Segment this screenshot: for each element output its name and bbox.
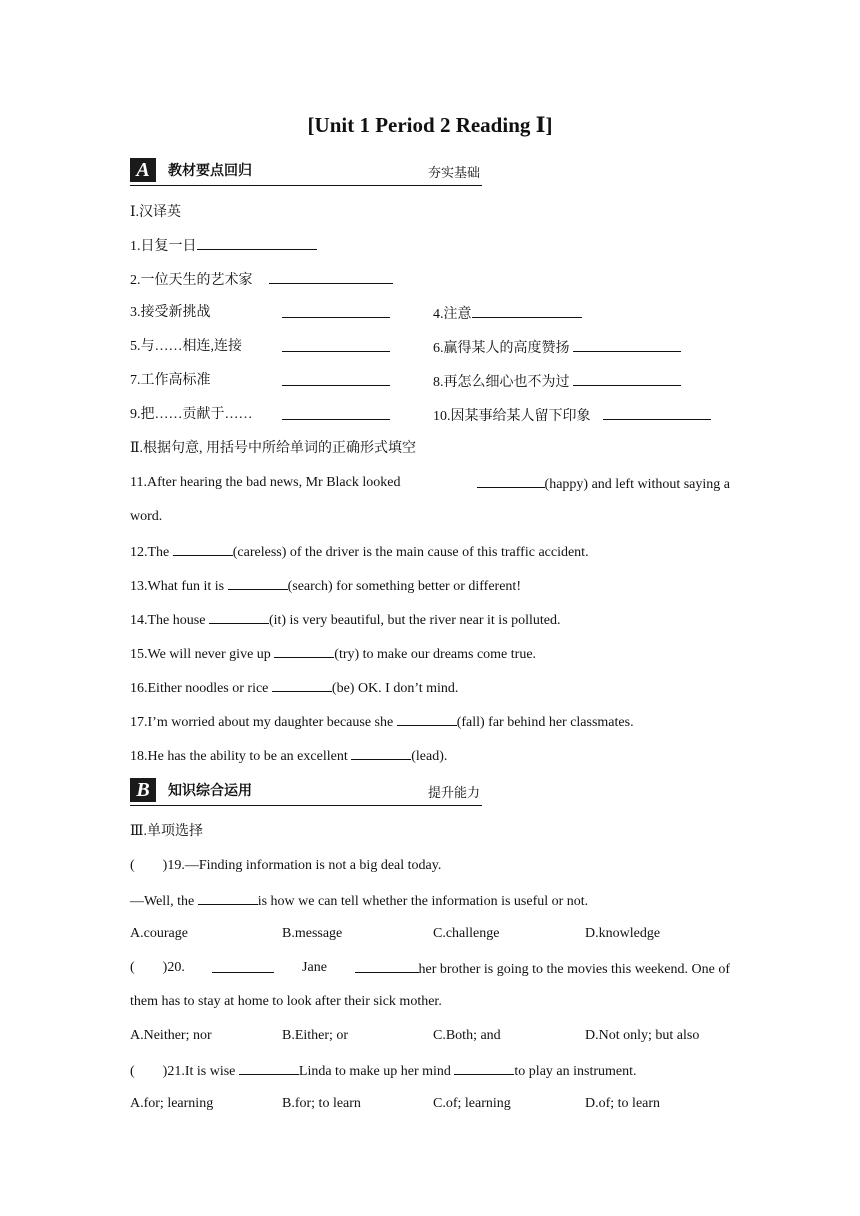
- list-item: [130, 372, 211, 390]
- list-item: [433, 338, 681, 358]
- question-text: —Well, the: [130, 894, 195, 909]
- question-text: ( )20.: [130, 960, 185, 975]
- question-11: [130, 474, 730, 494]
- answer-blank[interactable]: [351, 746, 411, 760]
- question-16: [130, 678, 458, 698]
- question-text: 15.We will never give up: [130, 647, 271, 662]
- answer-blank[interactable]: [603, 406, 711, 420]
- item-label: 3.接受新挑战: [130, 305, 211, 320]
- question-text: 12.The: [130, 545, 170, 560]
- answer-blank-row: [282, 372, 390, 392]
- option-a[interactable]: A.Neither; nor: [130, 1028, 212, 1043]
- list-item: [130, 338, 242, 356]
- answer-blank-row: [282, 338, 390, 358]
- list-item: [130, 236, 317, 256]
- section-a-subtitle: 夯实基础: [427, 166, 480, 181]
- item-label: 10.因某事给某人留下印象: [433, 409, 591, 424]
- option-d[interactable]: D.of; to learn: [585, 1096, 661, 1111]
- section-a-title: 教材要点回归: [168, 163, 252, 179]
- question-text: (happy) and left without saying a: [544, 477, 730, 492]
- answer-blank[interactable]: [212, 959, 274, 973]
- option-a[interactable]: A.courage: [130, 926, 188, 941]
- question-text: (be) OK. I don’t mind.: [331, 681, 459, 696]
- answer-blank[interactable]: [274, 644, 334, 658]
- option-c[interactable]: C.Both; and: [433, 1028, 501, 1043]
- question-13: [130, 576, 521, 596]
- answer-blank[interactable]: [355, 959, 419, 973]
- answer-blank[interactable]: [397, 712, 457, 726]
- answer-blank[interactable]: [282, 304, 390, 318]
- item-label: 4.注意: [433, 307, 472, 322]
- list-item: [433, 372, 681, 392]
- answer-blank[interactable]: [269, 270, 393, 284]
- section-b-title: 知识综合运用: [168, 783, 252, 799]
- option-d[interactable]: D.knowledge: [585, 926, 661, 941]
- question-19-cont: [130, 891, 588, 911]
- question-text: her brother is going to the movies this weekend. One of: [418, 962, 730, 977]
- answer-blank-row: [282, 304, 390, 324]
- section-b-subtitle: 提升能力: [427, 786, 480, 801]
- question-text: 16.Either noodles or rice: [130, 681, 269, 696]
- question-11-cont: word.: [130, 509, 163, 524]
- question-19: ( )19.—Finding information is not a big deal today.: [130, 858, 442, 873]
- answer-blank[interactable]: [197, 236, 317, 250]
- answer-blank[interactable]: [282, 406, 390, 420]
- list-item: [433, 406, 711, 426]
- list-item: [130, 304, 211, 322]
- part3-heading: Ⅲ.单项选择: [130, 824, 204, 839]
- item-label: 8.再怎么细心也不为过: [433, 375, 570, 390]
- section-b-badge: B: [130, 778, 156, 802]
- question-15: [130, 644, 536, 664]
- answer-blank[interactable]: [282, 372, 390, 386]
- question-text: is how we can tell whether the information is useful or not.: [257, 894, 589, 909]
- question-text: (careless) of the driver is the main cause of this traffic accident.: [232, 545, 589, 560]
- question-text: (lead).: [411, 749, 448, 764]
- question-12: [130, 542, 589, 562]
- question-text: 17.I’m worried about my daughter because she: [130, 715, 394, 730]
- item-label: 7.工作高标准: [130, 373, 211, 388]
- list-item: [130, 270, 393, 290]
- question-18: [130, 746, 447, 766]
- answer-blank[interactable]: [198, 891, 258, 905]
- question-text: (try) to make our dreams come true.: [334, 647, 537, 662]
- answer-blank[interactable]: [173, 542, 233, 556]
- option-c[interactable]: C.challenge: [433, 926, 500, 941]
- item-label: 1.日复一日: [130, 239, 197, 254]
- question-text: 13.What fun it is: [130, 579, 225, 594]
- list-item: [433, 304, 582, 324]
- question-17: [130, 712, 634, 732]
- item-label: 2.一位天生的艺术家: [130, 273, 253, 288]
- answer-blank[interactable]: [477, 474, 545, 488]
- item-label: 6.赢得某人的高度赞扬: [433, 341, 570, 356]
- question-21: [130, 1061, 637, 1081]
- option-c[interactable]: C.of; learning: [433, 1096, 511, 1111]
- list-item: [130, 406, 253, 424]
- section-b-rule: [130, 805, 482, 806]
- answer-blank[interactable]: [573, 372, 681, 386]
- answer-blank[interactable]: [573, 338, 681, 352]
- answer-blank[interactable]: [282, 338, 390, 352]
- answer-blank[interactable]: [239, 1061, 299, 1075]
- option-b[interactable]: B.Either; or: [282, 1028, 349, 1043]
- answer-blank[interactable]: [472, 304, 582, 318]
- option-b[interactable]: B.for; to learn: [282, 1096, 361, 1111]
- answer-blank[interactable]: [228, 576, 288, 590]
- section-a-banner: [130, 156, 482, 186]
- answer-blank[interactable]: [454, 1061, 514, 1075]
- question-text: 11.After hearing the bad news, Mr Black looked: [130, 475, 401, 490]
- question-text: 18.He has the ability to be an excellent: [130, 749, 348, 764]
- question-text: ( )21.It is wise: [130, 1064, 236, 1079]
- question-text: Linda to make up her mind: [298, 1064, 451, 1079]
- question-20-cont: them has to stay at home to look after their sick mother.: [130, 994, 442, 1009]
- question-text: (search) for something better or different!: [287, 579, 521, 594]
- page-title: [Unit 1 Period 2 Reading Ⅰ]: [307, 113, 553, 137]
- section-b-banner: [130, 776, 482, 806]
- section-a-badge: A: [130, 158, 156, 182]
- question-text: Jane: [302, 960, 327, 975]
- option-d[interactable]: D.Not only; but also: [585, 1028, 700, 1043]
- part1-heading: Ⅰ.汉译英: [130, 205, 182, 220]
- section-a-rule: [130, 185, 482, 186]
- option-b[interactable]: B.message: [282, 926, 343, 941]
- question-14: [130, 610, 561, 630]
- question-text: to play an instrument.: [514, 1064, 637, 1079]
- option-a[interactable]: A.for; learning: [130, 1096, 214, 1111]
- answer-blank-row: [282, 406, 390, 426]
- question-text: (fall) far behind her classmates.: [456, 715, 634, 730]
- question-text: 14.The house: [130, 613, 206, 628]
- item-label: 5.与……相连,连接: [130, 339, 242, 354]
- item-label: 9.把……贡献于……: [130, 407, 253, 422]
- question-text: (it) is very beautiful, but the river near it is polluted.: [268, 613, 561, 628]
- question-20: [130, 959, 730, 979]
- answer-blank[interactable]: [209, 610, 269, 624]
- part2-heading: Ⅱ.根据句意, 用括号中所给单词的正确形式填空: [130, 441, 417, 456]
- answer-blank[interactable]: [272, 678, 332, 692]
